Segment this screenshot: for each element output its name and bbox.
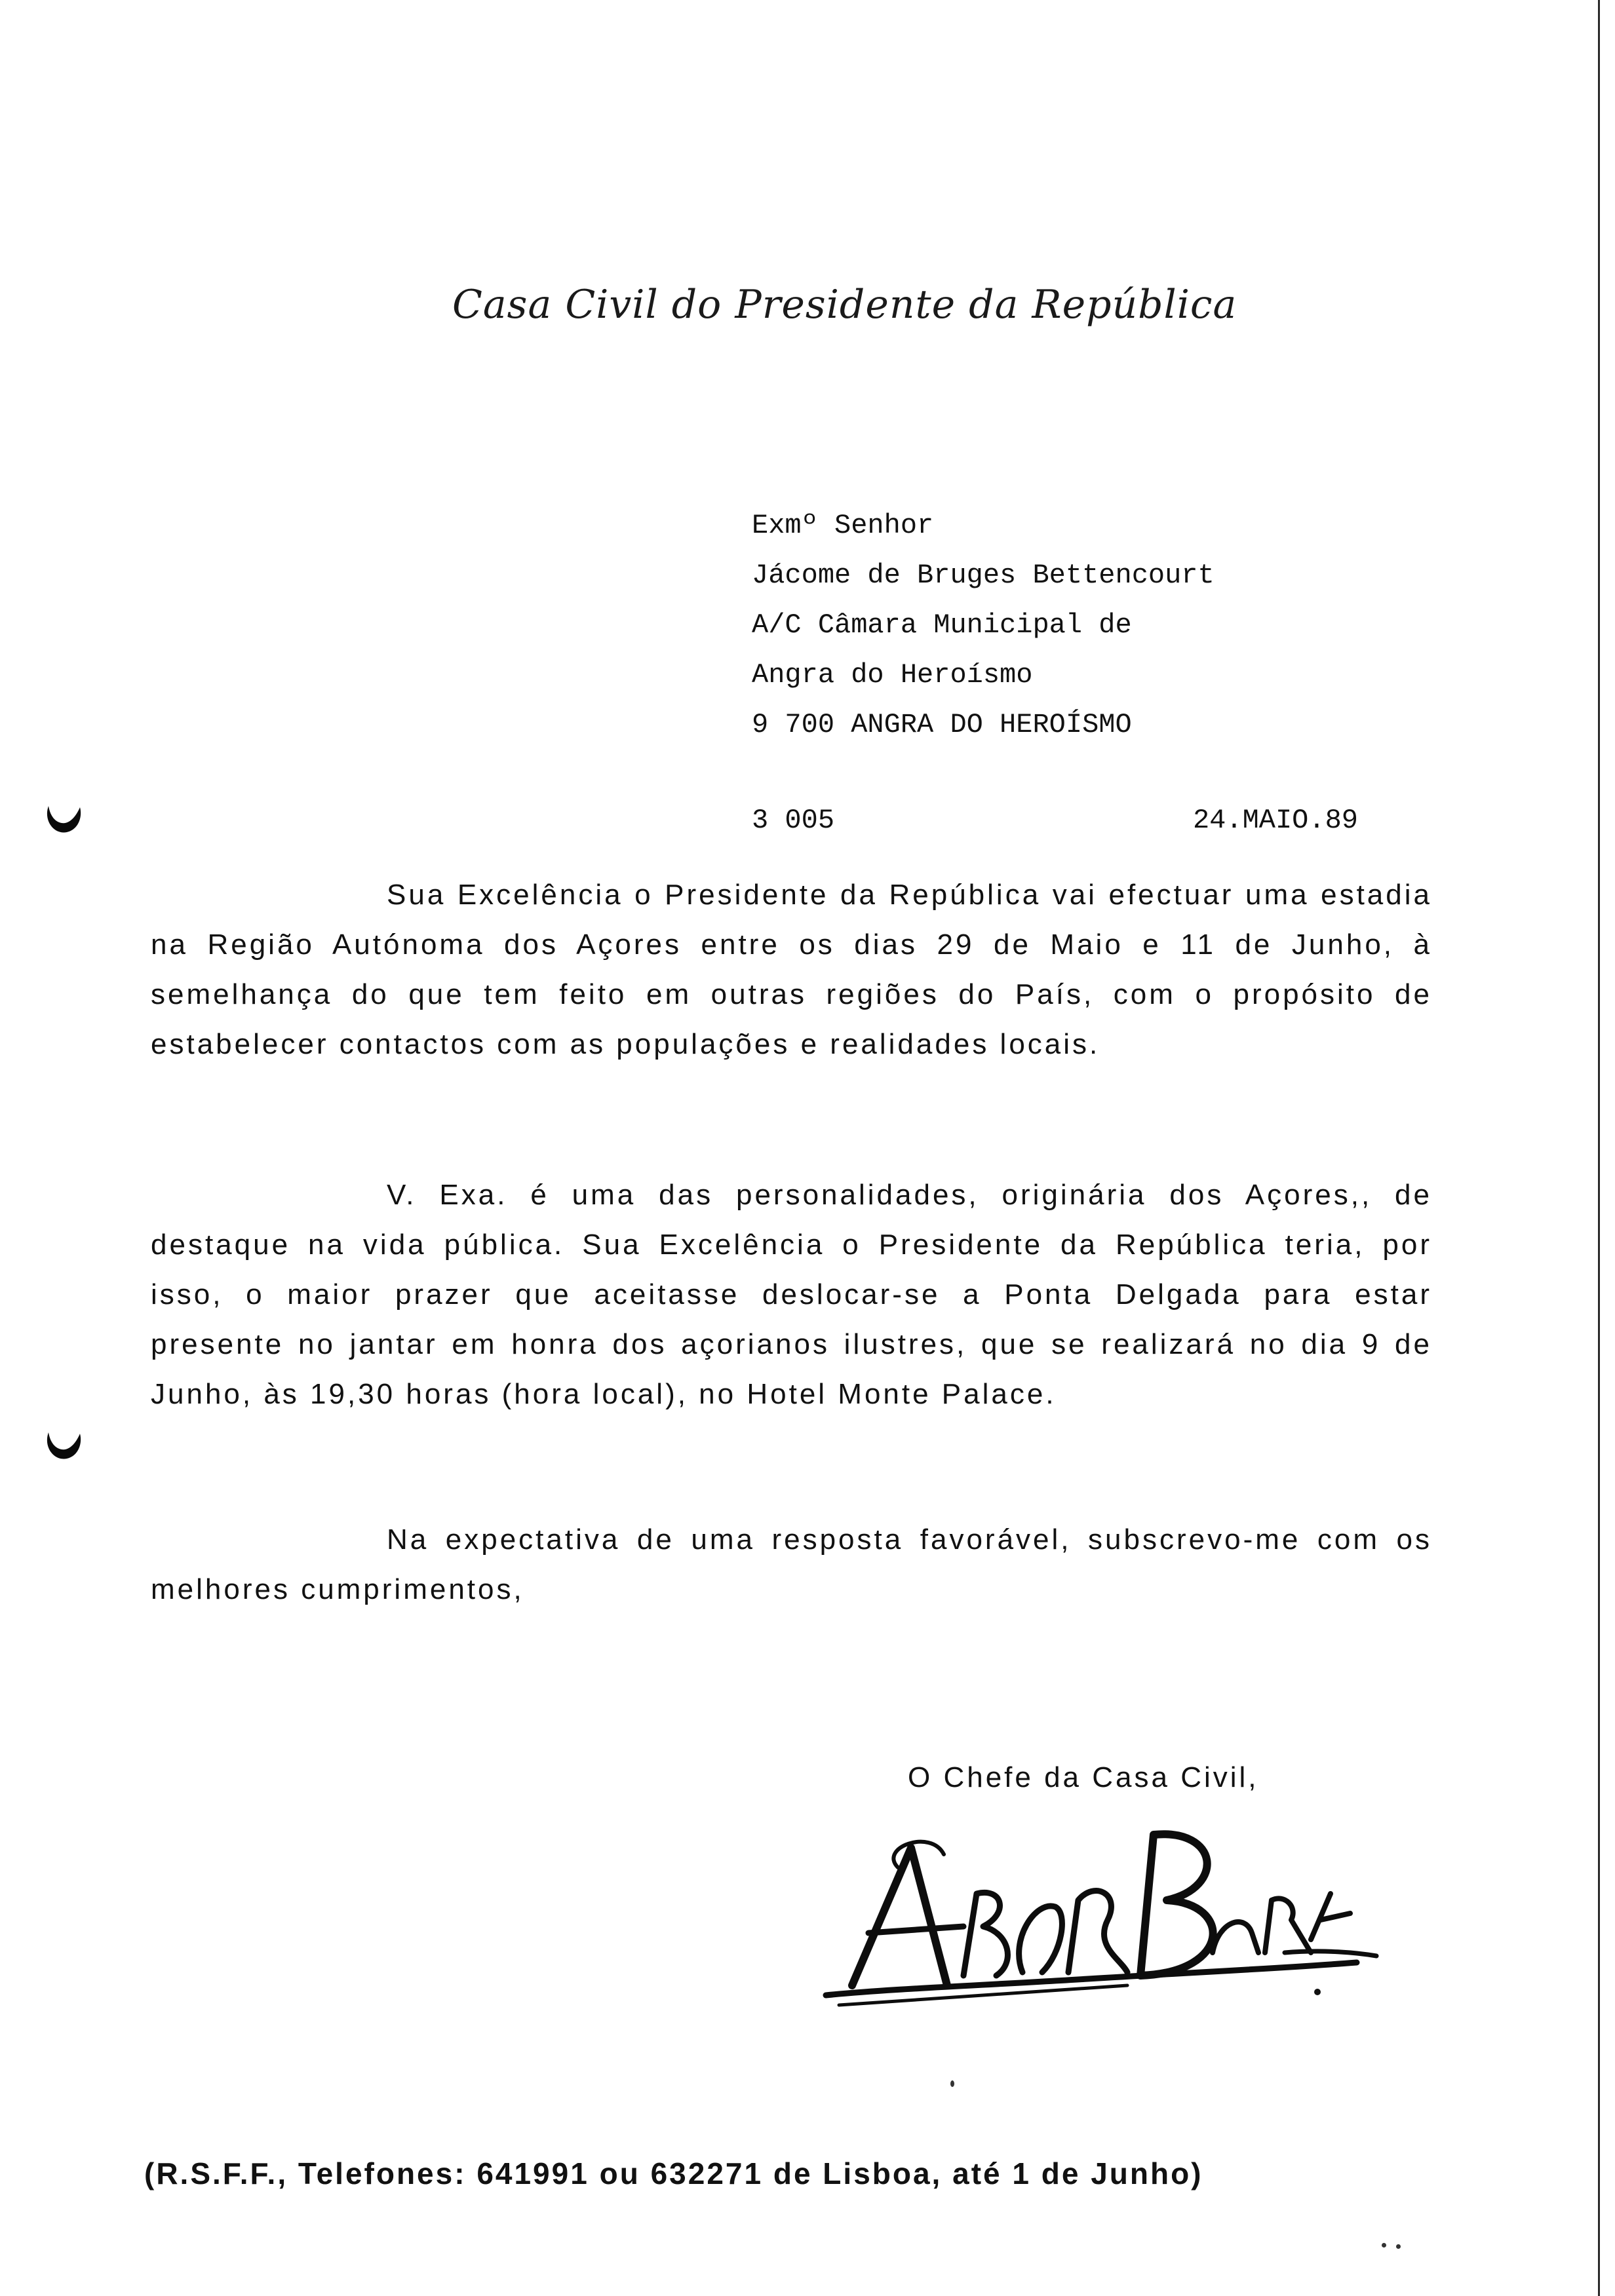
closing-title: O Chefe da Casa Civil, [908,1761,1259,1793]
body-paragraph-3: Na expectativa de uma resposta favorável, subscrevo-me com os melhores cumprimentos, [151,1523,1432,1605]
reference-line [752,795,1358,845]
address-line-salutation: Exmº Senhor [752,510,934,541]
punch-hole-icon [41,1421,87,1466]
punch-hole-icon [41,794,87,840]
recipient-address [752,501,1538,750]
body-paragraph-2: V. Exa. é uma das personalidades, originária dos Açores,, de destaque na vida pública. Sua Excelência o Presidente da República teria, por isso, o maior prazer que aceitasse deslocar-se a Ponta Delgada para estar presente no jantar em honra dos açorianos ilustres, que se realizará no dia 9 de Junho, às 19,30 horas (hora local), no Hotel Monte Palace. [151,1179,1432,1410]
signature-image [813,1822,1390,2018]
address-line-city: Angra do Heroísmo [752,659,1033,691]
scan-speck [1382,2243,1386,2248]
scan-speck [950,2080,954,2087]
address-line-institution: A/C Câmara Municipal de [752,609,1132,641]
footer-rsvp-note: (R.S.F.F., Telefones: 641991 ou 632271 de Lisboa, até 1 de Junho) [144,2156,1203,2191]
scan-speck [1396,2244,1401,2249]
letter-date: 24.MAIO.89 [1192,805,1358,836]
scan-edge-line [1598,0,1600,2296]
letterhead: Casa Civil do Presidente da República [452,282,1237,328]
body-paragraph-1: Sua Excelência o Presidente da República vai efectuar uma estadia na Região Autónoma dos Açores entre os dias 29 de Maio e 11 de Junho, à semelhança do que tem feito em outras regiões do País, com o propósito de estabelecer contactos com as populações e realidades locais. [151,879,1432,1060]
address-line-postcode: 9 700 ANGRA DO HEROÍSMO [752,709,1132,740]
reference-number: 3 005 [752,805,835,836]
address-line-name: Jácome de Bruges Bettencourt [752,560,1215,591]
